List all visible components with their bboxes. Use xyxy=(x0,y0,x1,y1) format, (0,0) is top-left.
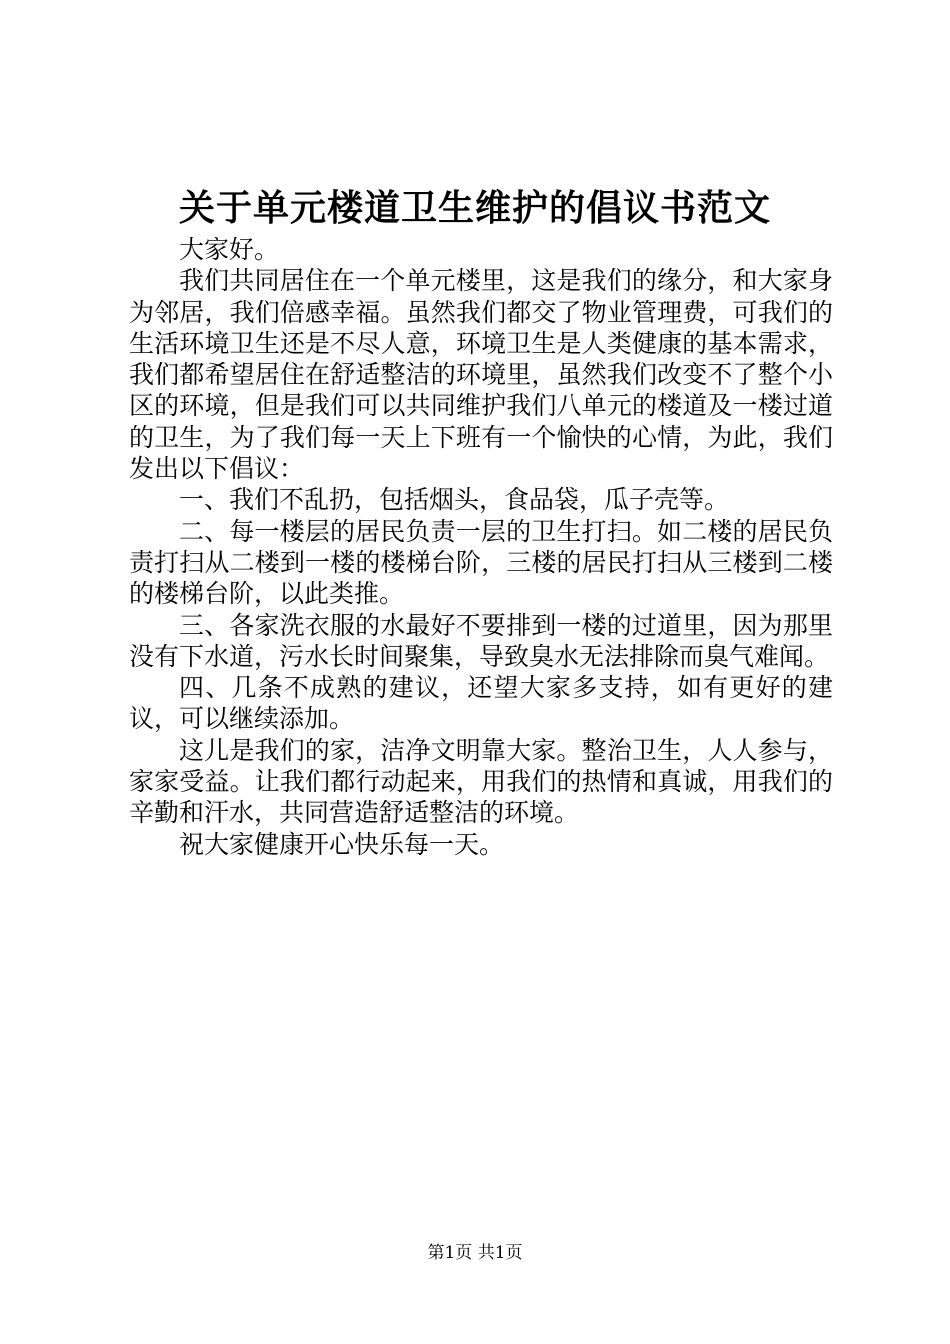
paragraph-proposal-1: 一、我们不乱扔，包括烟头，食品袋，瓜子壳等。 xyxy=(179,485,730,515)
document-title: 关于单元楼道卫生维护的倡议书范文 xyxy=(178,187,771,229)
paragraph-proposal-2: 二、每一楼层的居民负责一层的卫生打扫。如二楼的居民负责打扫从二楼到一楼的楼梯台阶，三楼的居民打扫从三楼到二楼的楼梯台阶，以此类推。 xyxy=(129,516,833,609)
document-body xyxy=(129,234,833,860)
page-number-footer: 第1页 共1页 xyxy=(427,1243,523,1263)
paragraph-proposal-4: 四、几条不成熟的建议，还望大家多支持，如有更好的建议，可以继续添加。 xyxy=(129,673,833,734)
paragraph-proposal-3: 三、各家洗衣服的水最好不要排到一楼的过道里，因为那里没有下水道，污水长时间聚集，导致臭水无法排除而臭气难闻。 xyxy=(129,610,833,671)
paragraph-closing: 祝大家健康开心快乐每一天。 xyxy=(179,829,505,859)
paragraph-greeting: 大家好。 xyxy=(179,235,280,264)
paragraph-conclusion: 这儿是我们的家，洁净文明靠大家。整治卫生，人人参与，家家受益。让我们都行动起来，用我们的热情和真诚，用我们的辛勤和汗水，共同营造舒适整洁的环境。 xyxy=(129,735,833,828)
paragraph-intro: 我们共同居住在一个单元楼里，这是我们的缘分，和大家身为邻居，我们倍感幸福。虽然我们都交了物业管理费，可我们的生活环境卫生还是不尽人意，环境卫生是人类健康的基本需求，我们都希望居住在舒适整洁的环境里，虽然我们改变不了整个小区的环境，但是我们可以共同维护我们八单元的楼道及一楼过道的卫生，为了我们每一天上下班有一个愉快的心情，为此，我们发出以下倡议： xyxy=(129,266,833,484)
